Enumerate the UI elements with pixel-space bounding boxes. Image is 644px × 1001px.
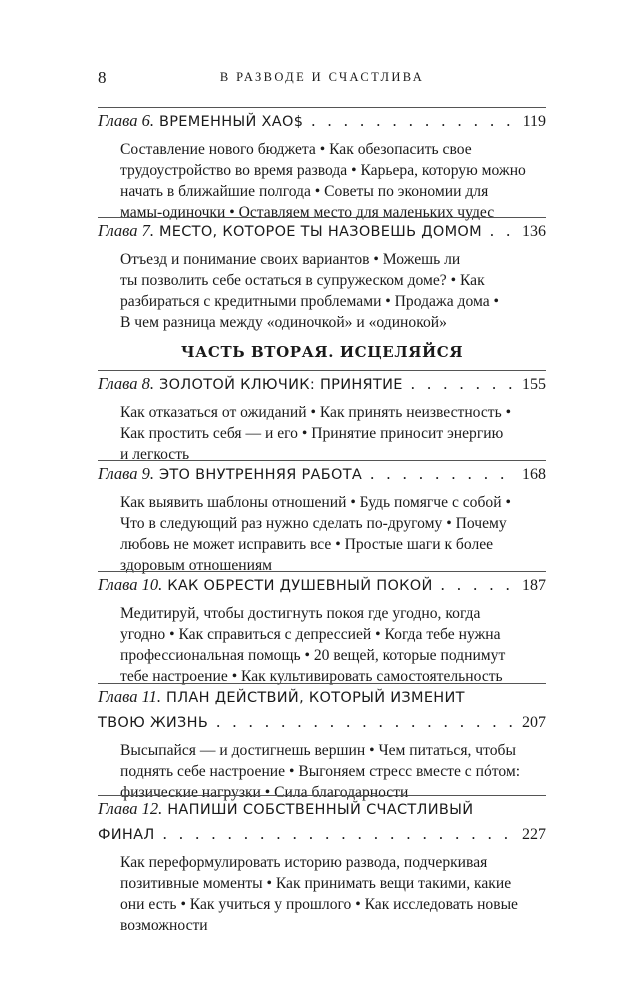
chapter-label: Глава 12. bbox=[98, 799, 163, 818]
description-line: физические нагрузки • Сила благодарности bbox=[120, 784, 409, 801]
description-line: они есть • Как учиться у прошлого • Как исследовать новые bbox=[120, 896, 518, 913]
chapter-page-number: 187 bbox=[522, 577, 546, 594]
page-number: 8 bbox=[98, 68, 107, 87]
description-line: В чем разница между «одиночкой» и «одинокой» bbox=[120, 314, 447, 331]
toc-entry-chapter-9[interactable] bbox=[98, 463, 546, 576]
chapter-page-number: 155 bbox=[522, 376, 546, 393]
description-line: поднять себе настроение • Выгоняем стресс вместе с пóтом: bbox=[120, 763, 521, 780]
chapter-heading bbox=[98, 686, 546, 709]
description-line: мамы-одиночки • Оставляем место для маленьких чудес bbox=[120, 204, 495, 221]
divider bbox=[98, 370, 546, 371]
divider bbox=[98, 217, 546, 218]
chapter-page-number: 119 bbox=[522, 113, 546, 130]
chapter-title: ПЛАН ДЕЙСТВИЙ, КОТОРЫЙ ИЗМЕНИТ bbox=[165, 690, 465, 706]
chapter-title: МЕСТО, КОТОРОЕ ТЫ НАЗОВЕШЬ ДОМОМ bbox=[158, 224, 482, 240]
chapter-label: Глава 8. bbox=[98, 374, 154, 393]
chapter-description bbox=[120, 139, 546, 223]
description-line: угодно • Как справиться с депрессией • Когда тебе нужна bbox=[120, 626, 501, 643]
description-line: и легкость bbox=[120, 446, 190, 463]
divider bbox=[98, 460, 546, 461]
description-line: Отъезд и понимание своих вариантов • Можешь ли bbox=[120, 251, 461, 268]
chapter-title: ЗОЛОТОЙ КЛЮЧИК: ПРИНЯТИЕ bbox=[158, 377, 403, 393]
dot-leaders bbox=[311, 110, 514, 132]
dot-leaders bbox=[163, 823, 514, 845]
toc-entry-chapter-8[interactable] bbox=[98, 373, 546, 465]
chapter-description bbox=[120, 249, 546, 333]
chapter-heading bbox=[98, 574, 546, 597]
chapter-heading bbox=[98, 798, 546, 821]
chapter-label: Глава 9. bbox=[98, 464, 154, 483]
part-two-heading: ЧАСТЬ ВТОРАЯ. ИСЦЕЛЯЙСЯ bbox=[180, 343, 464, 361]
description-line: Как отказаться от ожиданий • Как принять неизвестность • bbox=[120, 404, 512, 421]
description-line: возможности bbox=[120, 917, 208, 934]
chapter-title: ЭТО ВНУТРЕННЯЯ РАБОТА bbox=[158, 467, 363, 483]
description-line: Как простить себя — и его • Принятие приносит энергию bbox=[120, 425, 504, 442]
chapter-label: Глава 11. bbox=[98, 687, 161, 706]
dot-leaders bbox=[441, 574, 514, 596]
chapter-label: Глава 10. bbox=[98, 575, 163, 594]
book-title: В РАЗВОДЕ И СЧАСТЛИВА bbox=[219, 70, 425, 84]
divider bbox=[98, 107, 546, 108]
chapter-description bbox=[120, 492, 546, 576]
chapter-heading-continued bbox=[98, 711, 546, 734]
dot-leaders bbox=[411, 373, 514, 395]
dot-leaders bbox=[490, 220, 514, 242]
description-line: трудоустройство во время развода • Карьера, которую можно bbox=[120, 162, 526, 179]
dot-leaders bbox=[370, 463, 514, 485]
toc-entry-chapter-11[interactable] bbox=[98, 686, 546, 803]
dot-leaders bbox=[216, 711, 514, 733]
chapter-label: Глава 7. bbox=[98, 221, 154, 240]
chapter-page-number: 136 bbox=[522, 223, 546, 240]
description-line: ты позволить себе остаться в супружеском доме? • Как bbox=[120, 272, 485, 289]
description-line: Как переформулировать историю развода, подчеркивая bbox=[120, 854, 488, 871]
description-line: тебе настроение • Как культивировать самостоятельность bbox=[120, 668, 503, 685]
chapter-description bbox=[120, 740, 546, 803]
description-line: Как выявить шаблоны отношений • Будь помягче с собой • bbox=[120, 494, 511, 511]
running-head bbox=[98, 68, 546, 90]
chapter-heading bbox=[98, 220, 546, 243]
chapter-title: ВРЕМЕННЫЙ ХАО$ bbox=[158, 114, 304, 130]
chapter-heading bbox=[98, 373, 546, 396]
description-line: профессиональная помощь • 20 вещей, которые поднимут bbox=[120, 647, 506, 664]
chapter-page-number: 168 bbox=[522, 466, 546, 483]
description-line: Что в следующий раз нужно сделать по-другому • Почему bbox=[120, 515, 507, 532]
toc-entry-chapter-10[interactable] bbox=[98, 574, 546, 687]
description-line: Высыпайся — и достигнешь вершин • Чем питаться, чтобы bbox=[120, 742, 516, 759]
chapter-description bbox=[120, 603, 546, 687]
toc-entry-chapter-6[interactable] bbox=[98, 110, 546, 223]
description-line: здоровым отношениям bbox=[120, 557, 273, 574]
chapter-page-number: 227 bbox=[522, 826, 546, 843]
chapter-title: НАПИШИ СОБСТВЕННЫЙ СЧАСТЛИВЫЙ bbox=[167, 802, 474, 818]
chapter-label: Глава 6. bbox=[98, 111, 154, 130]
chapter-page-number: 207 bbox=[522, 714, 546, 731]
description-line: позитивные моменты • Как принимать вещи такими, какие bbox=[120, 875, 512, 892]
toc-entry-chapter-7[interactable] bbox=[98, 220, 546, 333]
chapter-description bbox=[120, 402, 546, 465]
chapter-description bbox=[120, 852, 546, 936]
description-line: разбираться с кредитными проблемами • Продажа дома • bbox=[120, 293, 499, 310]
chapter-title-continued: ФИНАЛ bbox=[98, 827, 155, 843]
description-line: Составление нового бюджета • Как обезопасить свое bbox=[120, 141, 472, 158]
divider bbox=[98, 571, 546, 572]
description-line: Медитируй, чтобы достигнуть покоя где угодно, когда bbox=[120, 605, 481, 622]
toc-entry-chapter-12[interactable] bbox=[98, 798, 546, 936]
chapter-title-continued: ТВОЮ ЖИЗНЬ bbox=[98, 715, 209, 731]
description-line: начать в ближайшие полгода • Советы по экономии для bbox=[120, 183, 489, 200]
divider bbox=[98, 683, 546, 684]
chapter-heading bbox=[98, 463, 546, 486]
chapter-heading-continued bbox=[98, 823, 546, 846]
chapter-title: КАК ОБРЕСТИ ДУШЕВНЫЙ ПОКОЙ bbox=[167, 578, 433, 594]
chapter-heading bbox=[98, 110, 546, 133]
divider bbox=[98, 795, 546, 796]
description-line: любовь не может исправить все • Простые шаги к более bbox=[120, 536, 494, 553]
